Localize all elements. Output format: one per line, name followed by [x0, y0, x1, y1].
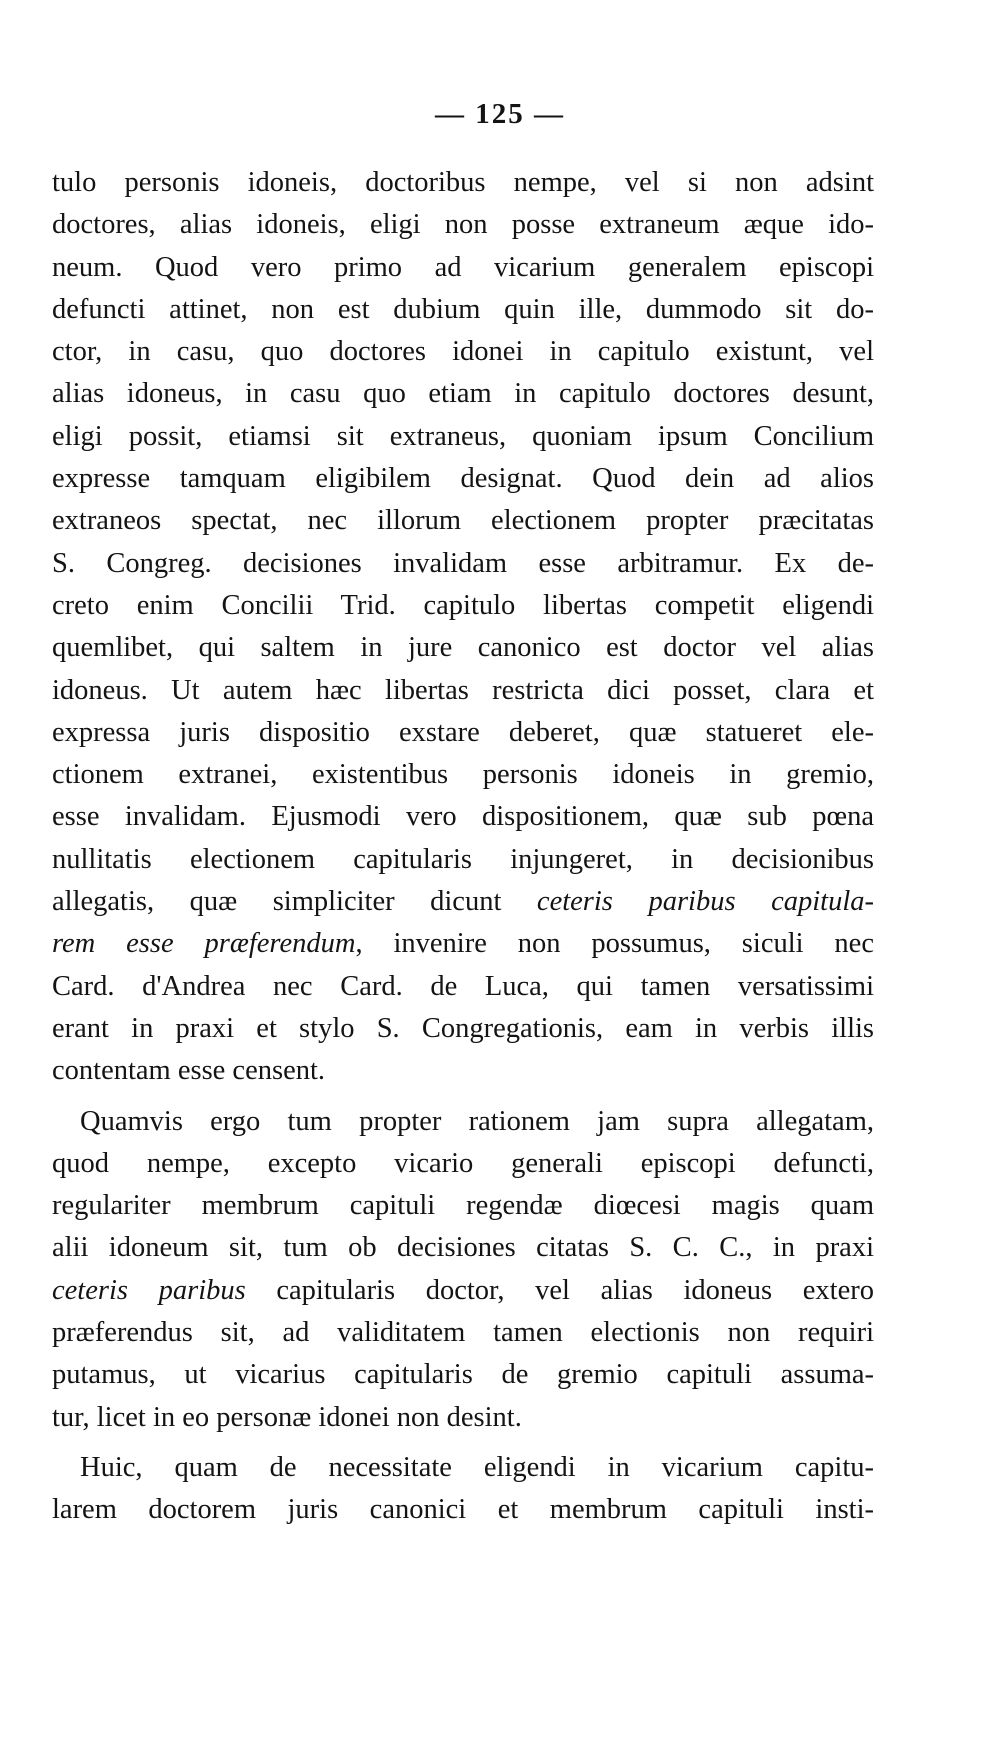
text-line	[52, 1354, 874, 1396]
text-segment: ctionem extranei, existentibus personis idoneis in gremio,	[52, 759, 874, 791]
text-segment: neum. Quod vero primo ad vicarium generalem episcopi	[52, 251, 874, 283]
text-segment: allegatis, quæ simpliciter dicunt	[52, 886, 537, 918]
paragraph-gap	[52, 1093, 874, 1101]
italic-phrase: rem esse præferendum	[52, 928, 356, 960]
text-line	[52, 289, 874, 331]
text-line	[52, 1050, 874, 1092]
text-line	[52, 923, 874, 965]
text-line	[52, 1397, 874, 1439]
text-segment: capitularis doctor, vel alias idoneus extero	[245, 1274, 874, 1306]
text-line	[52, 1489, 874, 1531]
text-segment: Card. d'Andrea nec Card. de Luca, qui tamen versatissimi	[52, 970, 874, 1002]
page-number: — 125 —	[435, 98, 565, 130]
text-segment: præferendus sit, ad validitatem tamen electionis non requiri	[52, 1317, 874, 1349]
text-segment: expressa juris dispositio exstare deberet, quæ statueret ele-	[52, 716, 874, 748]
text-segment: putamus, ut vicarius capitularis de gremio capituli assuma-	[52, 1359, 874, 1391]
text-segment: tulo personis idoneis, doctoribus nempe, vel si non adsint	[52, 167, 874, 198]
text-line	[52, 331, 874, 373]
text-segment: creto enim Concilii Trid. capitulo libertas competit eligendi	[52, 589, 874, 621]
text-segment: alii idoneum sit, tum ob decisiones citatas S. C. C., in praxi	[52, 1232, 874, 1264]
text-line	[52, 966, 874, 1008]
text-line	[52, 1185, 874, 1227]
text-segment: idoneus. Ut autem hæc libertas restricta dici posset, clara et	[52, 674, 874, 706]
text-segment: Quamvis ergo tum propter rationem jam supra allegatam,	[80, 1105, 874, 1137]
text-line	[52, 796, 874, 838]
body-text	[52, 162, 874, 1532]
text-line	[52, 204, 874, 246]
text-segment: esse invalidam. Ejusmodi vero dispositionem, quæ sub pœna	[52, 801, 874, 833]
text-segment: defuncti attinet, non est dubium quin ille, dummodo sit do-	[52, 293, 874, 325]
text-line	[52, 1101, 874, 1143]
text-segment: ctor, in casu, quo doctores idonei in capitulo existunt, vel	[52, 336, 874, 368]
text-segment: regulariter membrum capituli regendæ diœcesi magis quam	[52, 1190, 874, 1222]
text-line	[52, 712, 874, 754]
text-segment: expresse tamquam eligibilem designat. Quod dein ad alios	[52, 463, 874, 495]
text-segment: doctores, alias idoneis, eligi non posse extraneum æque ido-	[52, 209, 874, 241]
text-line	[52, 585, 874, 627]
text-segment: tur, licet in eo personæ idonei non desint.	[52, 1401, 522, 1433]
text-line	[52, 247, 874, 289]
text-line	[52, 881, 874, 923]
italic-phrase: ceteris paribus	[52, 1274, 246, 1306]
text-segment: S. Congreg. decisiones invalidam esse arbitramur. Ex de-	[52, 547, 874, 579]
text-line	[52, 1008, 874, 1050]
text-line	[52, 1447, 874, 1489]
text-line	[52, 500, 874, 542]
text-segment: larem doctorem juris canonici et membrum capituli insti-	[52, 1494, 874, 1526]
text-line	[52, 754, 874, 796]
text-line	[52, 1312, 874, 1354]
text-segment: nullitatis electionem capitularis injungeret, in decisionibus	[52, 843, 874, 875]
text-line	[52, 162, 874, 204]
text-line	[52, 416, 874, 458]
text-line	[52, 839, 874, 881]
text-segment: extraneos spectat, nec illorum electionem propter præcitatas	[52, 505, 874, 537]
text-line	[52, 373, 874, 415]
text-segment: , invenire non possumus, siculi nec	[355, 928, 874, 960]
text-line	[52, 1270, 874, 1312]
text-segment: eligi possit, etiamsi sit extraneus, quoniam ipsum Concilium	[52, 420, 874, 452]
text-segment: quemlibet, qui saltem in jure canonico est doctor vel alias	[52, 632, 874, 664]
text-line	[52, 458, 874, 500]
italic-phrase: ceteris paribus capitula-	[536, 886, 874, 918]
text-segment: erant in praxi et stylo S. Congregationis, eam in verbis illis	[52, 1012, 874, 1044]
paragraph-gap	[52, 1439, 874, 1447]
text-segment: alias idoneus, in casu quo etiam in capitulo doctores desunt,	[52, 378, 874, 410]
text-segment: Huic, quam de necessitate eligendi in vicarium capitu-	[80, 1451, 874, 1483]
text-line	[52, 543, 874, 585]
text-line	[52, 627, 874, 669]
text-line	[52, 1227, 874, 1269]
text-segment: contentam esse censent.	[52, 1055, 326, 1087]
text-line	[52, 670, 874, 712]
text-line	[52, 1143, 874, 1185]
text-segment: quod nempe, excepto vicario generali episcopi defuncti,	[52, 1147, 874, 1179]
